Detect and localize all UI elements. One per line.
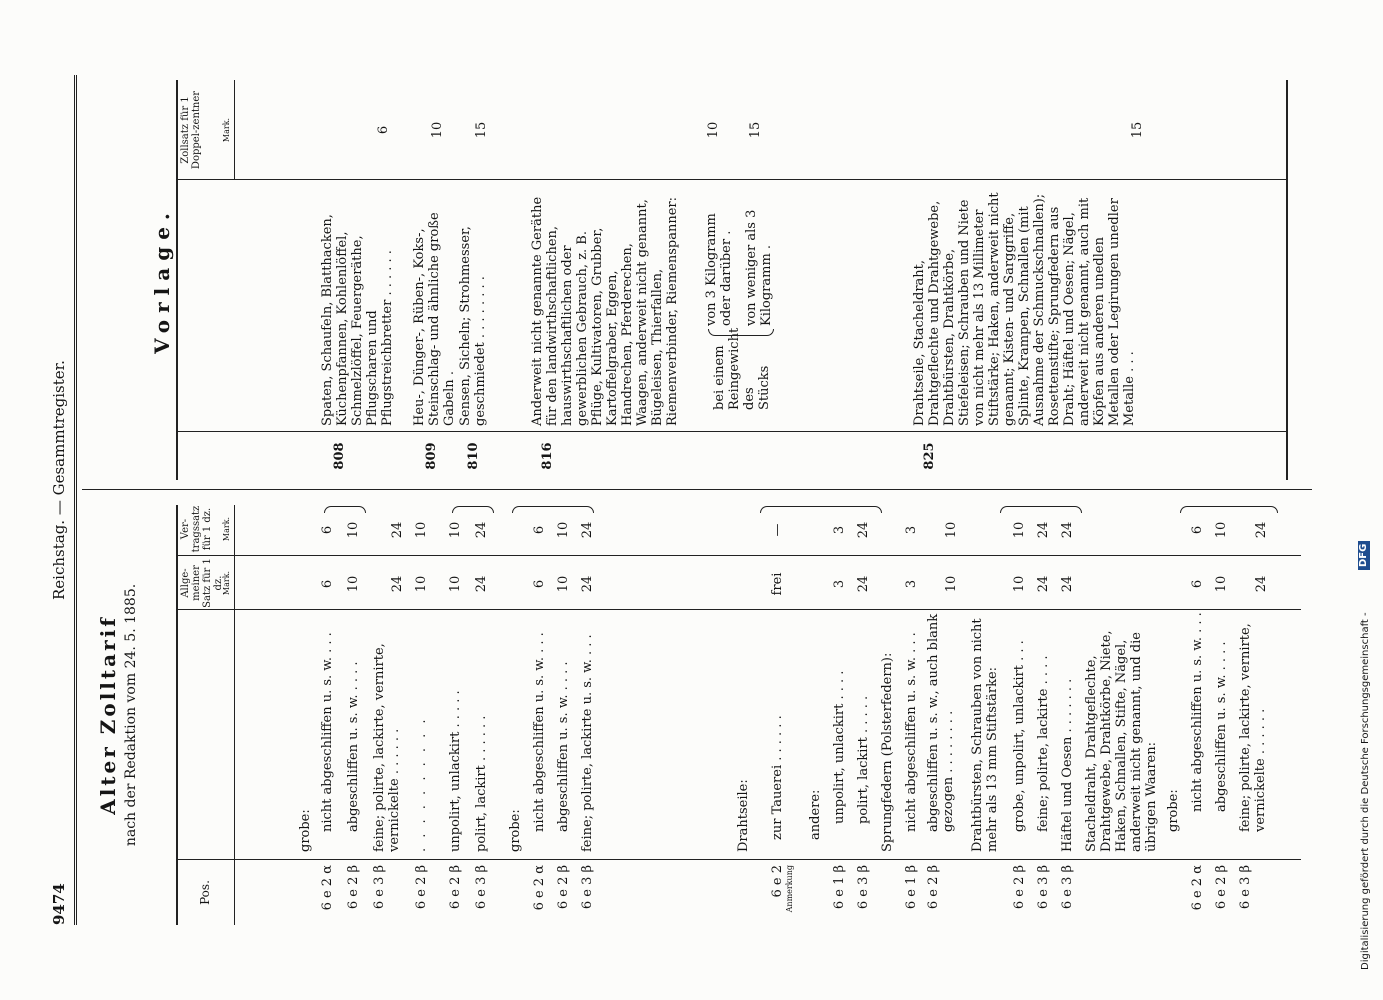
entry-rate: 10 [430,121,445,139]
tariff-description: feine; polirte, lackirte, vernirte, vernickelte . . . . . . [1238,623,1268,832]
page-number: 9474 [50,883,68,925]
pos-code: 6 e 2 β [346,865,361,910]
treaty-rate: 24 [390,521,405,539]
treaty-rate: 10 [1012,521,1027,539]
group-label-drahtseile: Drahtseile: [736,779,751,852]
group-label-grobe: grobe: [1166,789,1181,832]
tariff-description: grobe, unpolirt, unlackirt . . . [1012,640,1027,832]
general-rate: 24 [474,575,489,593]
general-rate: 24 [1254,575,1269,593]
pos-code: 6 e 3 β [372,865,387,910]
tariff-description: zur Tauerei . . . . . . [770,715,785,840]
right-col-rule-2 [176,179,1286,180]
general-rate: 24 [1036,575,1051,593]
pos-code: 6 e 3 β [1060,865,1075,910]
general-rate: 6 [320,579,335,589]
brace [452,506,494,513]
tariff-description: feine; polirte, lackirte u. s. w. . . . [580,634,595,852]
treaty-rate: 6 [532,525,547,535]
general-rate: 10 [414,575,429,593]
brace [512,506,594,513]
general-rate: 10 [1012,575,1027,593]
dfg-logo: DFG [1358,541,1370,570]
treaty-rate: 6 [320,525,335,535]
group-label-stacheldraht: Stacheldraht, Drahtgeflechte, Drahtgewebe, Drahtkörbe, Niete, Haken, Schnallen, Stifte, Nägel, anderweit nicht genannt, und die übrigen Waaren: [1084,630,1159,852]
left-col-rule-1 [176,859,1301,860]
col-header-rate-unit: Mark. [222,117,231,143]
general-rate: 10 [556,575,571,593]
tariff-description: Häftel und Oesen . . . . . . . [1060,678,1075,852]
treaty-rate: 6 [1190,525,1205,535]
entry-number: 808 [332,442,347,470]
entry-number: 810 [466,442,481,470]
tariff-description: feine; polirte, lackirte . . . . [1036,655,1051,832]
pos-code: 6 e 2 α [532,865,547,911]
header-rule [74,75,77,925]
general-rate: 24 [1060,575,1075,593]
tariff-description: nicht abgeschliffen u. s. w. . . . [320,632,335,832]
pos-code: 6 e 3 β [856,865,871,910]
left-header-bottom-rule [234,505,235,925]
treaty-rate: 24 [1036,521,1051,539]
brace [1000,506,1082,513]
tariff-description: abgeschliffen u. s. w. . . . . [556,661,571,832]
entry-rate: 10 [706,121,721,139]
entry-number: 816 [540,442,555,470]
pos-code: 6 e 2 [770,865,785,898]
treaty-rate: 3 [904,525,919,535]
pos-code: 6 e 2 α [1190,865,1205,911]
entry-weight-option: von weniger als 3 Kilogramm . [744,209,774,326]
running-head: Reichstag. — Gesammtregister. [50,360,68,600]
right-title: Vorlage. [150,206,174,354]
brace [1180,506,1278,513]
general-rate: 24 [390,575,405,593]
pos-code: 6 e 1 β [832,865,847,910]
pos-code: 6 e 2 β [556,865,571,910]
pos-code: 6 e 2 β [926,865,941,910]
col-header-general: Allge-meiner Satz für 1 dz. [180,558,224,608]
treaty-rate: 3 [832,525,847,535]
entry-description: Heu-, Dünger-, Rüben-, Koks-, Steinschlag- und ähnliche große Gabeln . [412,212,457,426]
tariff-description: unpolirt, unlackirt . . . . [832,670,847,824]
tariff-description: unpolirt, unlackirt . . . . . [448,690,463,852]
brace [708,329,774,336]
treaty-rate: 24 [580,521,595,539]
treaty-rate: 10 [556,521,571,539]
treaty-rate: 24 [474,521,489,539]
pos-code: 6 e 3 β [580,865,595,910]
general-rate: 10 [1214,575,1229,593]
left-col-rule-3 [176,555,1301,556]
entry-description: Drahtseile, Stacheldraht, Drahtgeflechte und Drahtgewebe, Drahtbürsten, Drahtkörbe, Stiefeleisen; Schrauben und Niete von nicht mehr als 13 Millimeter Stiftstärke; Haken, anderweit nicht genannt; Kisten- und Sarggriffe, Splinte, Krampen, Schnallen (mit Ausnahme der Schmuckschnallen); Rosettenstifte; Sprungfedern aus Draht; Häftel und Oesen; Nägel, anderweit nicht genannt, auch mit Köpfen aus anderen unedlen Metallen oder Legirungen unedler Metalle . . . [912,192,1137,426]
general-rate: 24 [856,575,871,593]
tariff-description: nicht abgeschliffen u. s. w. . . . [532,632,547,832]
tariff-description: feine; polirte, lackirte, vernirte, vernickelte . . . . . . [372,643,402,852]
group-label-grobe: grobe: [298,809,313,852]
group-label-drahtbuersten: Drahtbürsten, Schrauben von nicht mehr als 13 mm Stiftstärke: [970,618,1000,852]
pos-code: 6 e 2 β [414,865,429,910]
column-divider [82,489,1312,490]
entry-description: Anderweit nicht genannte Geräthe für den landwirthschaftlichen, hauswirthschaftlichen oder gewerblichen Gebrauch, z. B. Pflüge, Kultivatoren, Grubber, Kartoffelgraber, Eggen, Handrechen, Pferderechen, Waagen, anderweit nicht genannt, Bügeleisen, Thierfallen, Riemenverbinder, Riemenspanner: [530,196,680,426]
general-rate: 10 [346,575,361,593]
tariff-description: polirt, lackirt . . . . . [856,695,871,824]
tariff-description: abgeschliffen u. s. w. . . . . [346,661,361,832]
col-header-treaty: Ver-tragssatz für 1 dz. [180,505,213,553]
entry-weight-option: von 3 Kilogramm oder darüber . [704,213,734,326]
entry-rate: 6 [376,125,391,135]
entry-rate: 15 [748,121,763,139]
entry-description: Sensen, Sicheln; Strohmesser, geschmiedet . . . . . . . . [458,226,488,426]
treaty-rate: 10 [448,521,463,539]
general-rate: 6 [532,579,547,589]
pos-code: 6 e 2 α [320,865,335,911]
general-rate: frei [770,572,785,596]
right-table-top-rule [176,80,178,480]
col-header-rate: Zollsatz für 1 Doppel-zentner [180,90,202,170]
pos-code: 6 e 3 β [1036,865,1051,910]
pos-code: 6 e 2 β [1214,865,1229,910]
pos-code: 6 e 2 β [1012,865,1027,910]
entry-number: 825 [922,442,937,470]
entry-rate: 15 [474,121,489,139]
entry-weight-condition: bei einem Reingewicht des Stücks [712,327,772,410]
general-rate: 3 [904,579,919,589]
group-label-andere: andere: [808,789,823,840]
entry-description: Spaten, Schaufeln, Blatthacken, Küchenpfannen, Kohlenlöffel, Schmelzlöffel, Feuergeräthe, Pflugscharen und Pflugstreichbretter . . . . . . [320,214,395,426]
tariff-description: polirt, lackirt . . . . . . [474,715,489,852]
treaty-rate: 10 [944,521,959,539]
treaty-rate: — [770,523,785,537]
pos-code: 6 e 3 β [474,865,489,910]
brace [324,506,366,513]
treaty-rate: 10 [414,521,429,539]
treaty-rate: 24 [1254,521,1269,539]
general-rate: 10 [944,575,959,593]
col-header-pos: Pos. [198,880,212,905]
tariff-description: abgeschliffen u. s. w., auch blank gezogen . . . . . . . . [926,613,956,832]
general-rate: 24 [580,575,595,593]
tariff-description: abgeschliffen u. s. w. . . . . [1214,641,1229,812]
right-header-bottom-rule [234,80,235,180]
pos-note: Anmerkung [785,865,794,913]
treaty-rate: 10 [1214,521,1229,539]
pos-code: 6 e 3 β [1238,865,1253,910]
general-rate: 6 [1190,579,1205,589]
group-label-sprungfedern: Sprungfedern (Polsterfedern): [880,652,895,852]
left-table-top-rule [176,505,178,925]
col-header-treaty-unit: Mark. [222,516,231,542]
left-col-rule-2 [176,609,1301,610]
treaty-rate: 24 [856,521,871,539]
tariff-description: nicht abgeschliffen u. s. w. . . . [1190,612,1205,812]
col-header-general-unit: Mark. [222,570,231,596]
tariff-description: . . . . . . . . . . [414,716,429,852]
pos-code: 6 e 2 β [448,865,463,910]
treaty-rate: 10 [346,521,361,539]
general-rate: 3 [832,579,847,589]
left-subtitle: nach der Redaktion vom 24. 5. 1885. [123,583,139,847]
entry-number: 809 [424,442,439,470]
general-rate: 10 [448,575,463,593]
tariff-description: nicht abgeschliffen u. s. w. . . . [904,632,919,832]
group-label-grobe: grobe: [508,809,523,852]
digitization-credit: Digitalisierung gefördert durch die Deutsche Forschungsgemeinschaft - [1360,612,1371,970]
left-title: Alter Zolltarif [96,615,120,815]
treaty-rate: 24 [1060,521,1075,539]
pos-code: 6 e 1 β [904,865,919,910]
entry-rate: 15 [1130,121,1145,139]
right-table-bottom-rule [1286,80,1288,480]
